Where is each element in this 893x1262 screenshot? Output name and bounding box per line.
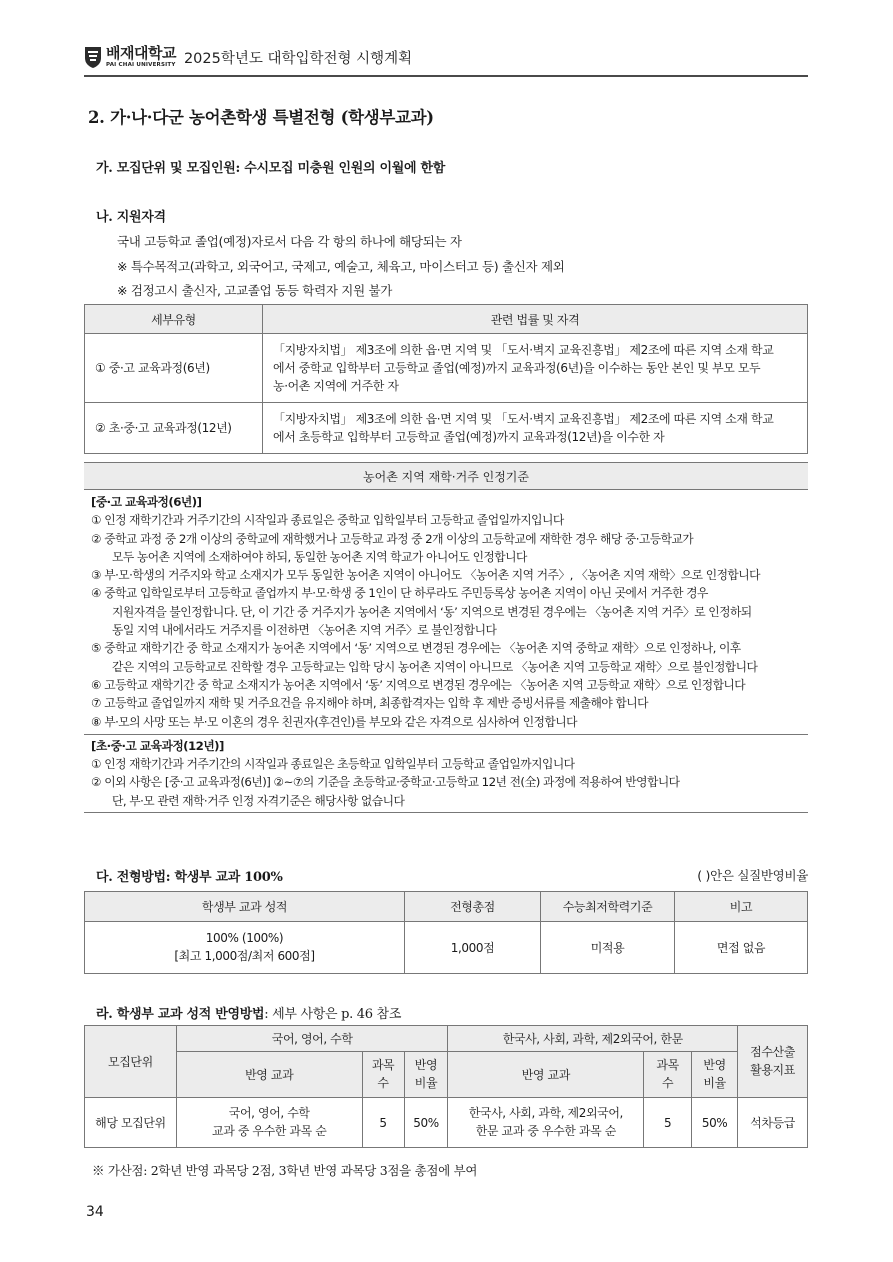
col-header-csat: 수능최저학력기준 bbox=[541, 892, 675, 922]
exclusion-note-2: ※ 검정고시 출신자, 고교졸업 동등 학력자 지원 불가 bbox=[117, 283, 393, 298]
table-row bbox=[85, 334, 808, 403]
subsection-ra-label: 라. 학생부 교과 성적 반영방법 bbox=[96, 1007, 265, 1022]
col-header-ratio-a: 반영 bbox=[414, 1058, 438, 1073]
header-divider bbox=[84, 75, 808, 77]
law-line: 에서 중학교 입학부터 고등학교 졸업(예정)까지 교육과정(6년)을 이수하는 동안 본인 및 부모 모두 bbox=[273, 361, 761, 375]
eligibility-text: 국내 고등학교 졸업(예정)자로서 다음 각 항의 하나에 해당되는 자 bbox=[117, 234, 462, 249]
col-header-type: 세부유형 bbox=[85, 305, 263, 334]
document-title: 2025학년도 대학입학전형 시행계획 bbox=[183, 50, 413, 67]
col-header-count-b: 과목 bbox=[656, 1058, 679, 1073]
law-line: 「지방자치법」 제3조에 의한 읍·면 지역 및 「도서·벽지 교육진흥법」 제2조에 따른 지역 소재 학교 bbox=[273, 343, 774, 357]
criteria-divider bbox=[84, 734, 808, 735]
criteria-box bbox=[84, 462, 808, 813]
total-score: 1,000점 bbox=[405, 922, 541, 974]
subject-b-line: 한문 교과 중 우수한 과목 순 bbox=[475, 1123, 616, 1138]
criteria-line: ⑦ 고등학교 졸업일까지 재학 및 거주요건을 유지해야 하며, 최종합격자는 입학 후 제반 증빙서류를 제출해야 합니다 bbox=[91, 696, 648, 711]
bonus-footnote: ※ 가산점: 2학년 반영 과목당 2점, 3학년 반영 과목당 3점을 총점에 부여 bbox=[92, 1163, 478, 1178]
criteria-line: 지원자격을 불인정합니다. 단, 이 기간 중 거주지가 농어촌 지역에서 ‘동’ 지역으로 변경된 경우에는 〈농어촌 지역 거주〉로 인정하되 bbox=[112, 604, 752, 619]
col-header-subject-b: 반영 교과 bbox=[448, 1052, 644, 1098]
exclusion-note: ※ 특수목적고(과학고, 외국어고, 국제고, 예술고, 체육고, 마이스터고 등) 출신자 제외 bbox=[117, 259, 565, 274]
col-header-law: 관련 법률 및 자격 bbox=[263, 305, 808, 334]
ratio-note: ( )안은 실질반영비율 bbox=[697, 868, 808, 883]
score-range: [최고 1,000점/최저 600점] bbox=[174, 948, 315, 963]
law-line: 에서 초등학교 입학부터 고등학교 졸업(예정)까지 교육과정(12년)을 이수한 자 bbox=[273, 430, 665, 444]
criteria-line: ⑥ 고등학교 재학기간 중 학교 소재지가 농어촌 지역에서 ‘동’ 지역으로 변경된 경우에는 〈농어촌 지역 고등학교 재학〉으로 인정합니다 bbox=[91, 677, 746, 692]
remark: 면접 없음 bbox=[675, 922, 808, 974]
col-header-ratio-b: 비율 bbox=[703, 1075, 726, 1090]
logo-korean: 배재대학교 bbox=[106, 43, 176, 62]
subsection-ra-ref: : 세부 사항은 p. 46 참조 bbox=[264, 1007, 402, 1022]
col-header-index: 활용지표 bbox=[750, 1062, 795, 1077]
law-line: 농·어촌 지역에 거주한 자 bbox=[273, 379, 399, 393]
table-row bbox=[85, 922, 808, 974]
col-header-subject-a: 반영 교과 bbox=[176, 1052, 362, 1098]
subject-b-line: 한국사, 사회, 과학, 제2외국어, bbox=[468, 1106, 623, 1121]
type-cell: ② 초·중·고 교육과정(12년) bbox=[85, 403, 263, 454]
crest-icon bbox=[84, 45, 102, 69]
criteria-header: 농어촌 지역 재학·거주 인정기준 bbox=[84, 463, 808, 490]
qualification-table bbox=[84, 304, 808, 454]
section-title: 2. 가·나·다군 농어촌학생 특별전형 (학생부교과) bbox=[88, 108, 434, 127]
col-header-unit: 모집단위 bbox=[85, 1026, 177, 1098]
col-header-count-a: 수 bbox=[377, 1075, 389, 1090]
criteria-line: ① 인정 재학기간과 거주기간의 시작일과 종료일은 중학교 입학일부터 고등학교 졸업일까지입니다 bbox=[91, 513, 564, 528]
criteria-line: ⑤ 중학교 재학기간 중 학교 소재지가 농어촌 지역에서 ‘동’ 지역으로 변경된 경우에는 〈농어촌 지역 중학교 재학〉으로 인정하나, 이후 bbox=[91, 641, 741, 656]
grade-method-table bbox=[84, 1025, 808, 1148]
law-line: 「지방자치법」 제3조에 의한 읍·면 지역 및 「도서·벽지 교육진흥법」 제2조에 따른 지역 소재 학교 bbox=[273, 412, 774, 426]
col-header-count-b: 수 bbox=[662, 1075, 674, 1090]
subject-a-line: 교과 중 우수한 과목 순 bbox=[212, 1123, 327, 1138]
logo-english: PAI CHAI UNIVERSITY bbox=[106, 61, 176, 68]
count-b: 5 bbox=[644, 1098, 692, 1148]
col-header-group-a: 국어, 영어, 수학 bbox=[176, 1026, 448, 1052]
index-cell: 석차등급 bbox=[738, 1098, 808, 1148]
ratio-b: 50% bbox=[692, 1098, 738, 1148]
subject-a-line: 국어, 영어, 수학 bbox=[228, 1106, 310, 1121]
table-row bbox=[85, 1098, 808, 1148]
col-header-group-b: 한국사, 사회, 과학, 제2외국어, 한문 bbox=[448, 1026, 738, 1052]
unit-cell: 해당 모집단위 bbox=[85, 1098, 177, 1148]
col-header-score: 학생부 교과 성적 bbox=[85, 892, 405, 922]
csat-minimum: 미적용 bbox=[541, 922, 675, 974]
criteria-line: ② 이외 사항은 [중·고 교육과정(6년)] ②~⑦의 기준을 초등학교·중학교·고등학교 12년 전(全) 과정에 적용하여 반영합니다 bbox=[91, 775, 680, 790]
criteria-group-label: [중·고 교육과정(6년)] bbox=[91, 495, 202, 509]
score-ratio: 100% (100%) bbox=[205, 931, 284, 946]
criteria-line: ③ 부·모·학생의 거주지와 학교 소재지가 모두 동일한 농어촌 지역이 아니어도 〈농어촌 지역 거주〉, 〈농어촌 지역 재학〉으로 인정합니다 bbox=[91, 568, 760, 583]
table-row bbox=[85, 403, 808, 454]
criteria-group-label: [초·중·고 교육과정(12년)] bbox=[91, 738, 224, 753]
criteria-line: ④ 중학교 입학일로부터 고등학교 졸업까지 부·모·학생 중 1인이 단 하루라도 주민등록상 농어촌 지역이 아닌 곳에서 거주한 경우 bbox=[91, 586, 708, 601]
col-header-count-a: 과목 bbox=[371, 1058, 395, 1073]
university-logo bbox=[84, 45, 176, 69]
col-header-index: 점수산출 bbox=[750, 1045, 795, 1060]
subsection-ga: 가. 모집단위 및 모집인원: 수시모집 미충원 인원의 이월에 한함 bbox=[96, 161, 445, 176]
criteria-line: 동일 지역 내에서라도 거주지를 이전하면 〈농어촌 지역 거주〉로 불인정합니다 bbox=[112, 623, 497, 638]
count-a: 5 bbox=[362, 1098, 404, 1148]
criteria-line: ② 중학교 과정 중 2개 이상의 중학교에 재학했거나 고등학교 과정 중 2개 이상의 고등학교에 재학한 경우 해당 중·고등학교가 bbox=[91, 531, 694, 546]
page-number: 34 bbox=[86, 1204, 104, 1220]
criteria-line: 모두 농어촌 지역에 소재하여야 하되, 동일한 농어촌 지역 학교가 아니어도 인정합니다 bbox=[112, 549, 527, 564]
criteria-line: 같은 지역의 고등학교로 진학할 경우 고등학교는 입학 당시 농어촌 지역이 아니므로 〈농어촌 지역 고등학교 재학〉으로 불인정합니다 bbox=[112, 659, 758, 674]
ratio-a: 50% bbox=[404, 1098, 448, 1148]
subsection-ra bbox=[96, 1003, 401, 1022]
col-header-ratio-b: 반영 bbox=[703, 1058, 726, 1073]
col-header-total: 전형총점 bbox=[405, 892, 541, 922]
subsection-da: 다. 전형방법: 학생부 교과 100% bbox=[96, 870, 283, 885]
col-header-remark: 비고 bbox=[675, 892, 808, 922]
criteria-line: 단, 부·모 관련 재학·거주 인정 자격기준은 해당사항 없습니다 bbox=[112, 793, 405, 808]
criteria-line: ① 인정 재학기간과 거주기간의 시작일과 종료일은 초등학교 입학일부터 고등학교 졸업일까지입니다 bbox=[91, 757, 575, 772]
criteria-line: ⑧ 부·모의 사망 또는 부·모 이혼의 경우 친권자(후견인)를 부모와 같은 자격으로 심사하여 인정합니다 bbox=[91, 714, 577, 729]
col-header-ratio-a: 비율 bbox=[414, 1075, 438, 1090]
selection-method-table bbox=[84, 891, 808, 974]
type-cell: ① 중·고 교육과정(6년) bbox=[85, 334, 263, 403]
page-header bbox=[84, 40, 412, 74]
subsection-na: 나. 지원자격 bbox=[96, 210, 166, 225]
